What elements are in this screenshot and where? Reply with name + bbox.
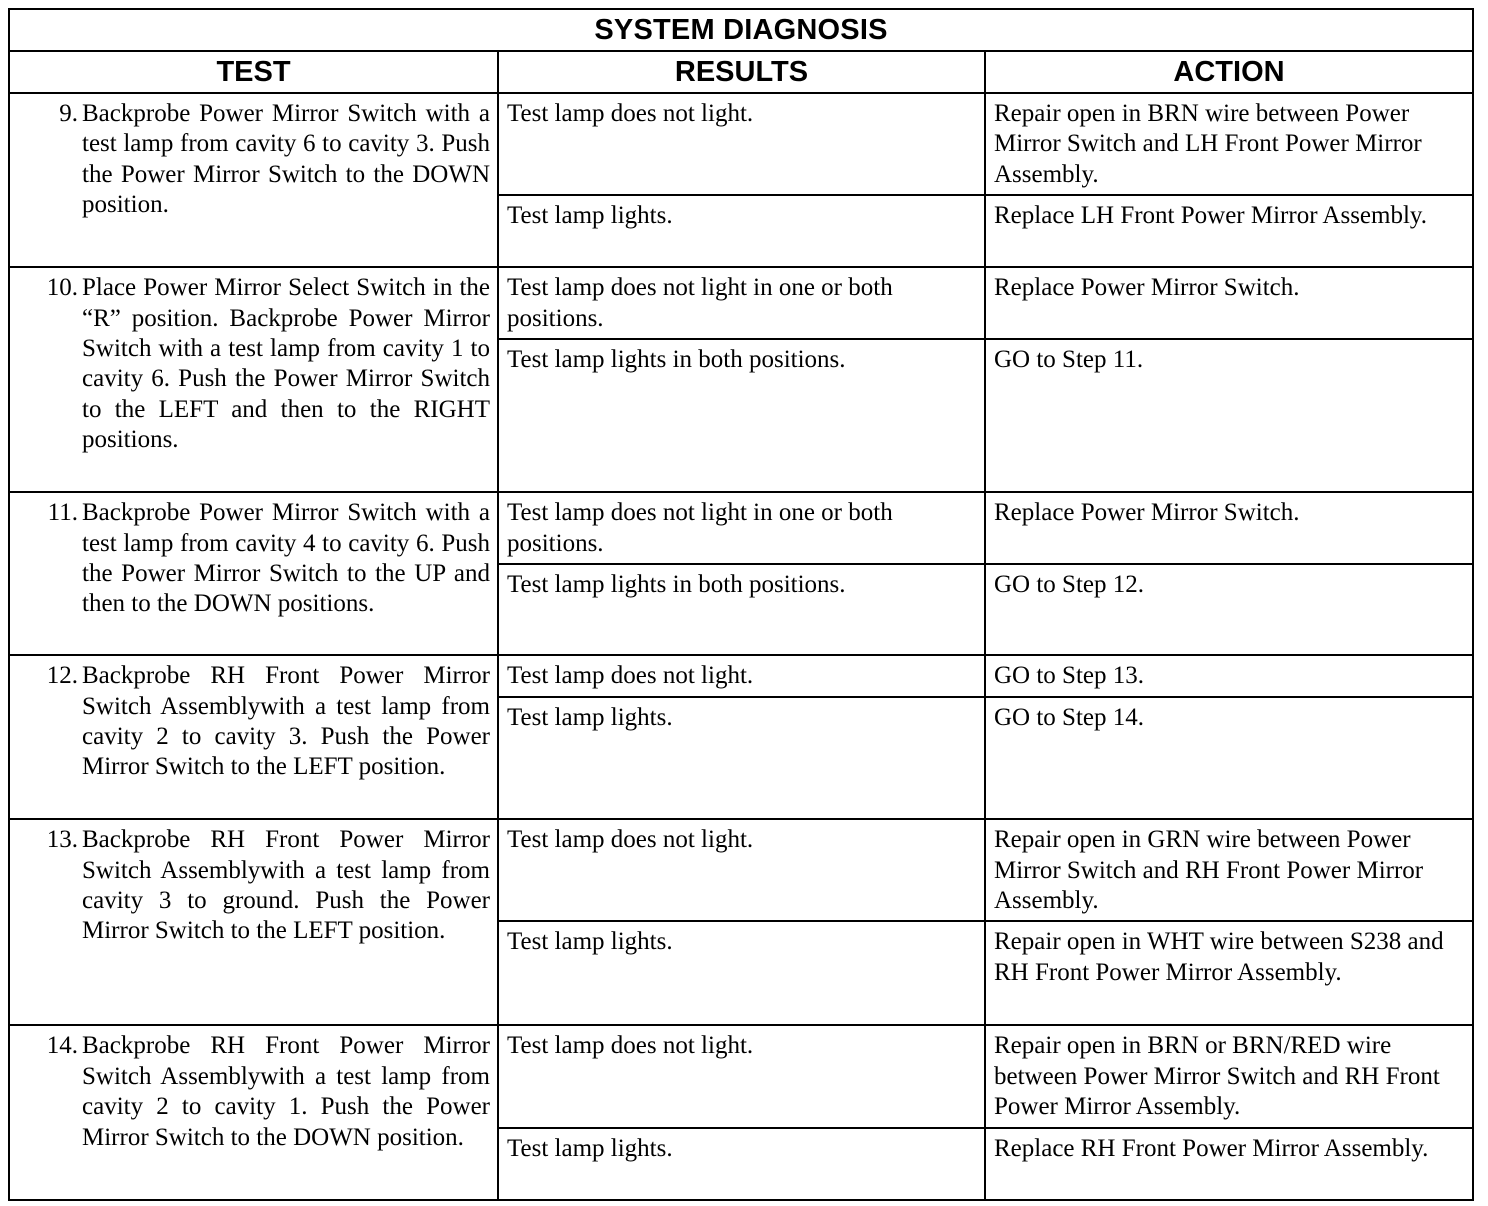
- step-11-test-cell: [9, 492, 498, 655]
- result-cell: Test lamp lights.: [498, 921, 985, 1025]
- step-9-row-a: [9, 93, 1473, 195]
- step-number: 10.: [46, 274, 78, 302]
- action-cell: Repair open in WHT wire between S238 and RH Front Power Mirror Assembly.: [985, 921, 1473, 1025]
- step-14-row-a: [9, 1025, 1473, 1127]
- step-test-text: Backprobe Power Mirror Switch with a test lamp from cavity 4 to cavity 6. Push the Power Mirror Switch to the UP and then to the DOWN positions.: [82, 499, 490, 618]
- step-10-test-cell: [9, 267, 498, 492]
- result-cell: Test lamp does not light.: [498, 93, 985, 195]
- step-test-text: Backprobe RH Front Power Mirror Switch Assemblywith a test lamp from cavity 3 to ground. Push the Power Mirror Switch to the LEFT position.: [82, 826, 490, 945]
- step-9-test-cell: [9, 93, 498, 267]
- action-cell: GO to Step 14.: [985, 697, 1473, 819]
- action-cell: GO to Step 13.: [985, 655, 1473, 697]
- step-number: 11.: [47, 499, 78, 527]
- result-cell: Test lamp lights.: [498, 697, 985, 819]
- title-row: [9, 9, 1473, 51]
- step-test-text: Place Power Mirror Select Switch in the “R” position. Backprobe Power Mirror Switch with a test lamp from cavity 1 to cavity 6. Push the Power Mirror Switch to the LEFT and then to the RIGHT positions.: [82, 274, 490, 454]
- system-diagnosis-table: [8, 8, 1474, 1201]
- column-header-results: RESULTS: [498, 51, 985, 93]
- result-cell: Test lamp does not light in one or both positions.: [498, 267, 985, 339]
- step-14-test-cell: [9, 1025, 498, 1199]
- step-12-test-cell: [9, 655, 498, 819]
- step-test-text: Backprobe Power Mirror Switch with a test lamp from cavity 6 to cavity 3. Push the Power Mirror Switch to the DOWN position.: [82, 100, 490, 219]
- step-11-row-a: [9, 492, 1473, 564]
- result-cell: Test lamp lights.: [498, 195, 985, 267]
- document-page: [8, 8, 1472, 1201]
- result-cell: Test lamp lights in both positions.: [498, 339, 985, 492]
- result-cell: Test lamp lights in both positions.: [498, 564, 985, 655]
- action-cell: GO to Step 11.: [985, 339, 1473, 492]
- action-cell: Replace Power Mirror Switch.: [985, 492, 1473, 564]
- action-cell: Repair open in BRN wire between Power Mirror Switch and LH Front Power Mirror Assembly.: [985, 93, 1473, 195]
- step-number: 9.: [59, 100, 78, 127]
- step-number: 12.: [46, 662, 78, 690]
- step-test-text: Backprobe RH Front Power Mirror Switch Assemblywith a test lamp from cavity 2 to cavity 3. Push the Power Mirror Switch to the LEFT position.: [82, 662, 490, 781]
- action-cell: Replace LH Front Power Mirror Assembly.: [985, 195, 1473, 267]
- result-cell: Test lamp does not light.: [498, 819, 985, 921]
- result-cell: Test lamp does not light.: [498, 655, 985, 697]
- action-cell: GO to Step 12.: [985, 564, 1473, 655]
- action-cell: Replace Power Mirror Switch.: [985, 267, 1473, 339]
- column-header-test: TEST: [9, 51, 498, 93]
- step-10-row-a: [9, 267, 1473, 339]
- result-cell: Test lamp does not light in one or both positions.: [498, 492, 985, 564]
- step-test-text: Backprobe RH Front Power Mirror Switch Assemblywith a test lamp from cavity 2 to cavity 1. Push the Power Mirror Switch to the DOWN position.: [82, 1032, 490, 1151]
- step-number: 14.: [46, 1032, 78, 1060]
- header-row: [9, 51, 1473, 93]
- step-13-row-a: [9, 819, 1473, 921]
- action-cell: Repair open in GRN wire between Power Mirror Switch and RH Front Power Mirror Assembly.: [985, 819, 1473, 921]
- column-header-action: ACTION: [985, 51, 1473, 93]
- table-title: SYSTEM DIAGNOSIS: [9, 9, 1473, 51]
- result-cell: Test lamp lights.: [498, 1128, 985, 1200]
- step-12-row-a: [9, 655, 1473, 697]
- result-cell: Test lamp does not light.: [498, 1025, 985, 1127]
- action-cell: Repair open in BRN or BRN/RED wire between Power Mirror Switch and RH Front Power Mirror Assembly.: [985, 1025, 1473, 1127]
- step-number: 13.: [46, 826, 78, 854]
- action-cell: Replace RH Front Power Mirror Assembly.: [985, 1128, 1473, 1200]
- step-13-test-cell: [9, 819, 498, 1025]
